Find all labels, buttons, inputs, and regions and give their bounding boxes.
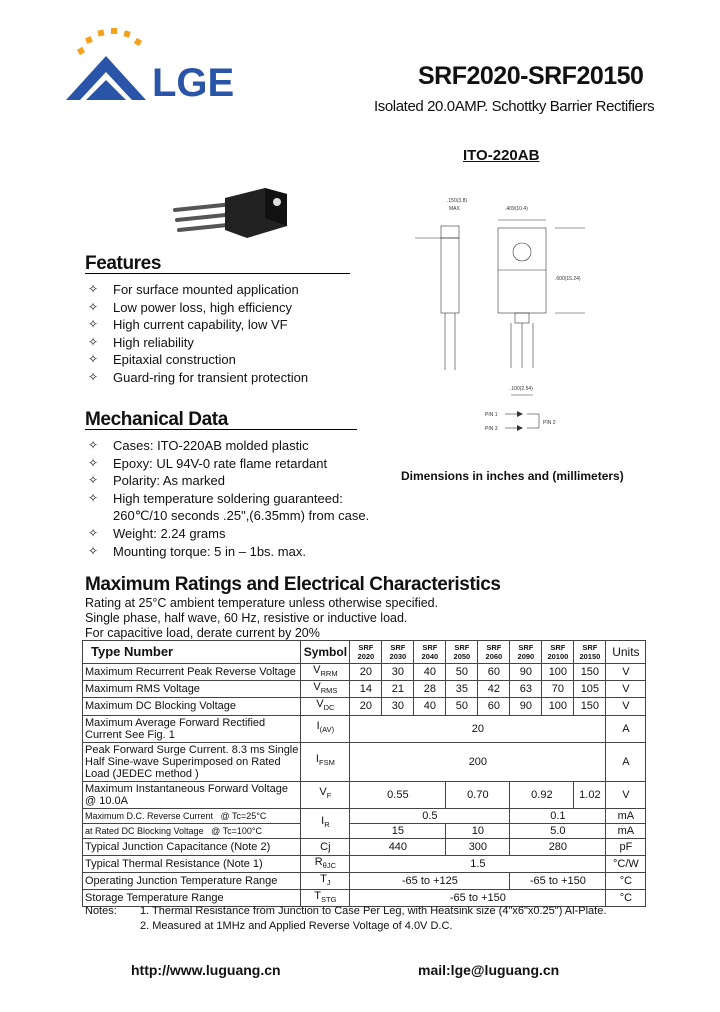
table-cell: 42: [478, 681, 510, 698]
table-cell: 35: [446, 681, 478, 698]
diamond-bullet-icon: ✧: [88, 543, 99, 558]
table-cell: Cj: [301, 838, 350, 855]
table-cell: -65 to +150: [510, 872, 606, 889]
part-header: SRF 2030: [382, 641, 414, 664]
logo-text: LGE: [152, 61, 235, 105]
diamond-bullet-icon: ✧: [88, 352, 99, 367]
table-cell: 150: [574, 664, 606, 681]
table-header-row: [83, 641, 646, 664]
table-cell: $T_J$: [301, 872, 350, 889]
table-cell: 90: [510, 698, 542, 715]
table-cell: 0.92: [510, 781, 574, 808]
table-cell: 30: [382, 698, 414, 715]
list-item: 260℃/10 seconds .25",(6.35mm) from case.: [113, 508, 370, 524]
svg-text:MAX: MAX: [449, 206, 460, 212]
list-item: ✧ Polarity: As marked: [88, 473, 225, 489]
table-cell: Peak Forward Surge Current. 8.3 ms Single Half Sine-wave Superimposed on Rated Load (JEDEC method ): [83, 742, 301, 781]
table-cell: mA: [606, 823, 646, 838]
diamond-bullet-icon: ✧: [88, 490, 99, 505]
table-cell: 20: [350, 664, 382, 681]
lge-logo: [62, 26, 262, 106]
list-item: ✧ Cases: ITO-220AB molded plastic: [88, 438, 309, 453]
list-item: ✧ Epoxy: UL 94V-0 rate flame retardant: [88, 455, 328, 471]
table-cell: A: [606, 715, 646, 742]
mechanical-list: [85, 437, 369, 560]
table-cell: 10: [446, 823, 510, 838]
mechanical-rule: [85, 429, 357, 430]
table-cell: °C/W: [606, 855, 646, 872]
table-cell: 300: [446, 838, 510, 855]
table-cell: 40: [414, 698, 446, 715]
table-cell: Type Number: [83, 641, 301, 664]
part-header: SRF 2040: [414, 641, 446, 664]
table-cell: pF: [606, 838, 646, 855]
list-item: ✧ Low power loss, high efficiency: [88, 299, 292, 315]
table-cell: A: [606, 742, 646, 781]
diamond-bullet-icon: ✧: [88, 317, 99, 332]
rating-condition: Rating at 25°C ambient temperature unless otherwise specified.: [85, 596, 439, 610]
rating-condition: Single phase, half wave, 60 Hz, resistive or inductive load.: [85, 611, 408, 625]
table-cell: $T_{STG}$: [301, 889, 350, 906]
list-item: ✧ For surface mounted application: [88, 282, 299, 297]
table-row: [83, 838, 646, 855]
table-cell: -65 to +125: [350, 872, 510, 889]
table-cell: 150: [574, 698, 606, 715]
list-item: ✧ Mounting torque: 5 in – 1bs. max.: [88, 543, 306, 559]
table-cell: 30: [382, 664, 414, 681]
table-row: [83, 823, 646, 838]
part-header: SRF 2090: [510, 641, 542, 664]
table-cell: Typical Junction Capacitance (Note 2): [83, 838, 301, 855]
features-heading: Features: [85, 253, 162, 274]
list-item: ✧ High reliability: [88, 334, 194, 350]
table-notes: Notes: 1. Thermal Resistance from Junction to Case Per Leg, with Heatsink size (4"x6"x0.25") Al-Plate. 2. Measured at 1MHz and Applied Reverse Voltage of 4.0V D.C.: [85, 905, 607, 932]
table-cell: 21: [382, 681, 414, 698]
list-item: ✧ High temperature soldering guaranteed:: [88, 490, 343, 506]
table-row: [83, 681, 646, 698]
table-row: [83, 855, 646, 872]
table-cell: 20: [350, 698, 382, 715]
triangle-icon: [66, 56, 146, 100]
sunburst-icon: [77, 28, 142, 55]
table-cell: 0.55: [350, 781, 446, 808]
package-name: ITO-220AB: [463, 147, 540, 164]
table-cell: 60: [478, 664, 510, 681]
table-cell: Maximum Instantaneous Forward Voltage @ 10.0A: [83, 781, 301, 808]
table-cell: 90: [510, 664, 542, 681]
list-item: ✧ High current capability, low VF: [88, 317, 288, 333]
table-cell: at Rated DC Blocking Voltage @ Tc=100°C: [83, 823, 301, 838]
svg-text:.409(10.4): .409(10.4): [505, 206, 528, 212]
part-header: SRF 2050: [446, 641, 478, 664]
table-cell: 100: [542, 664, 574, 681]
ratings-heading: Maximum Ratings and Electrical Characteristics: [85, 574, 501, 595]
table-cell: 1.5: [350, 855, 606, 872]
table-cell: $I_{(AV)}$: [301, 715, 350, 742]
table-cell: 105: [574, 681, 606, 698]
table-cell: V: [606, 681, 646, 698]
footer-mail[interactable]: mail:lge@luguang.cn: [418, 962, 560, 978]
table-cell: Typical Thermal Resistance (Note 1): [83, 855, 301, 872]
table-cell: $I_{FSM}$: [301, 742, 350, 781]
table-cell: $V_{DC}$: [301, 698, 350, 715]
svg-text:.600(15.24): .600(15.24): [555, 276, 581, 282]
table-cell: 440: [350, 838, 446, 855]
table-cell: V: [606, 698, 646, 715]
table-cell: V: [606, 664, 646, 681]
table-cell: 70: [542, 681, 574, 698]
table-cell: 0.1: [510, 808, 606, 823]
diamond-bullet-icon: ✧: [88, 525, 99, 540]
table-cell: °C: [606, 889, 646, 906]
table-cell: Maximum DC Blocking Voltage: [83, 698, 301, 715]
table-cell: $V_F$: [301, 781, 350, 808]
table-cell: 0.5: [350, 808, 510, 823]
table-cell: 100: [542, 698, 574, 715]
package-photo: [165, 180, 305, 250]
table-row: [83, 808, 646, 823]
part-header: SRF 2020: [350, 641, 382, 664]
svg-text:PIN 1: PIN 1: [485, 412, 498, 418]
diamond-bullet-icon: ✧: [88, 455, 99, 470]
rating-condition: For capacitive load, derate current by 20%: [85, 626, 320, 640]
table-cell: $I_R$: [301, 808, 350, 838]
ratings-table: [82, 640, 646, 907]
table-cell: mA: [606, 808, 646, 823]
footer-url[interactable]: http://www.luguang.cn: [131, 962, 281, 978]
list-item: ✧ Guard-ring for transient protection: [88, 369, 309, 385]
table-cell: $V_{RMS}$: [301, 681, 350, 698]
diamond-bullet-icon: ✧: [88, 438, 99, 452]
diode-symbol-icon: [517, 411, 523, 431]
table-cell: Units: [606, 641, 646, 664]
table-cell: 5.0: [510, 823, 606, 838]
table-row: [83, 715, 646, 742]
diamond-bullet-icon: ✧: [88, 369, 99, 384]
part-header: SRF 20150: [574, 641, 606, 664]
table-cell: Maximum D.C. Reverse Current @ Tc=25°C: [83, 808, 301, 823]
table-cell: 0.70: [446, 781, 510, 808]
table-cell: Symbol: [301, 641, 350, 664]
list-item: ✧ Weight: 2.24 grams: [88, 525, 226, 541]
table-row: [83, 872, 646, 889]
table-cell: 50: [446, 698, 478, 715]
table-cell: Maximum Recurrent Peak Reverse Voltage: [83, 664, 301, 681]
diamond-bullet-icon: ✧: [88, 299, 99, 314]
table-cell: 50: [446, 664, 478, 681]
table-row: [83, 664, 646, 681]
table-cell: 14: [350, 681, 382, 698]
table-cell: 200: [350, 742, 606, 781]
features-rule: [85, 273, 350, 274]
part-header: SRF 20100: [542, 641, 574, 664]
table-cell: 280: [510, 838, 606, 855]
table-row: [83, 781, 646, 808]
dimension-drawing: [405, 190, 605, 440]
mechanical-heading: Mechanical Data: [85, 409, 228, 430]
table-cell: 15: [350, 823, 446, 838]
list-item: ✧ Epitaxial construction: [88, 352, 236, 368]
page-title: SRF2020-SRF20150: [418, 62, 644, 90]
diamond-bullet-icon: ✧: [88, 282, 99, 296]
table-cell: 60: [478, 698, 510, 715]
part-header: SRF 2060: [478, 641, 510, 664]
table-cell: $R_{\theta JC}$: [301, 855, 350, 872]
table-cell: Storage Temperature Range: [83, 889, 301, 906]
table-cell: 40: [414, 664, 446, 681]
svg-text:PIN 2: PIN 2: [543, 420, 556, 426]
diamond-bullet-icon: ✧: [88, 334, 99, 349]
table-row: [83, 698, 646, 715]
page-subtitle: Isolated 20.0AMP. Schottky Barrier Rectifiers: [374, 98, 655, 115]
table-cell: Operating Junction Temperature Range: [83, 872, 301, 889]
table-cell: 1.02: [574, 781, 606, 808]
svg-text:PIN 3: PIN 3: [485, 426, 498, 432]
table-cell: -65 to +150: [350, 889, 606, 906]
table-cell: Maximum RMS Voltage: [83, 681, 301, 698]
table-cell: V: [606, 781, 646, 808]
svg-text:.100(2.54): .100(2.54): [510, 386, 533, 392]
table-cell: 63: [510, 681, 542, 698]
dimension-caption: Dimensions in inches and (millimeters): [401, 469, 624, 483]
table-row: [83, 742, 646, 781]
table-cell: 28: [414, 681, 446, 698]
table-cell: °C: [606, 872, 646, 889]
table-cell: $V_{RRM}$: [301, 664, 350, 681]
features-list: [85, 281, 308, 387]
diamond-bullet-icon: ✧: [88, 473, 99, 488]
table-cell: 20: [350, 715, 606, 742]
table-cell: Maximum Average Forward Rectified Current See Fig. 1: [83, 715, 301, 742]
svg-text:.150(3.8): .150(3.8): [447, 198, 468, 204]
